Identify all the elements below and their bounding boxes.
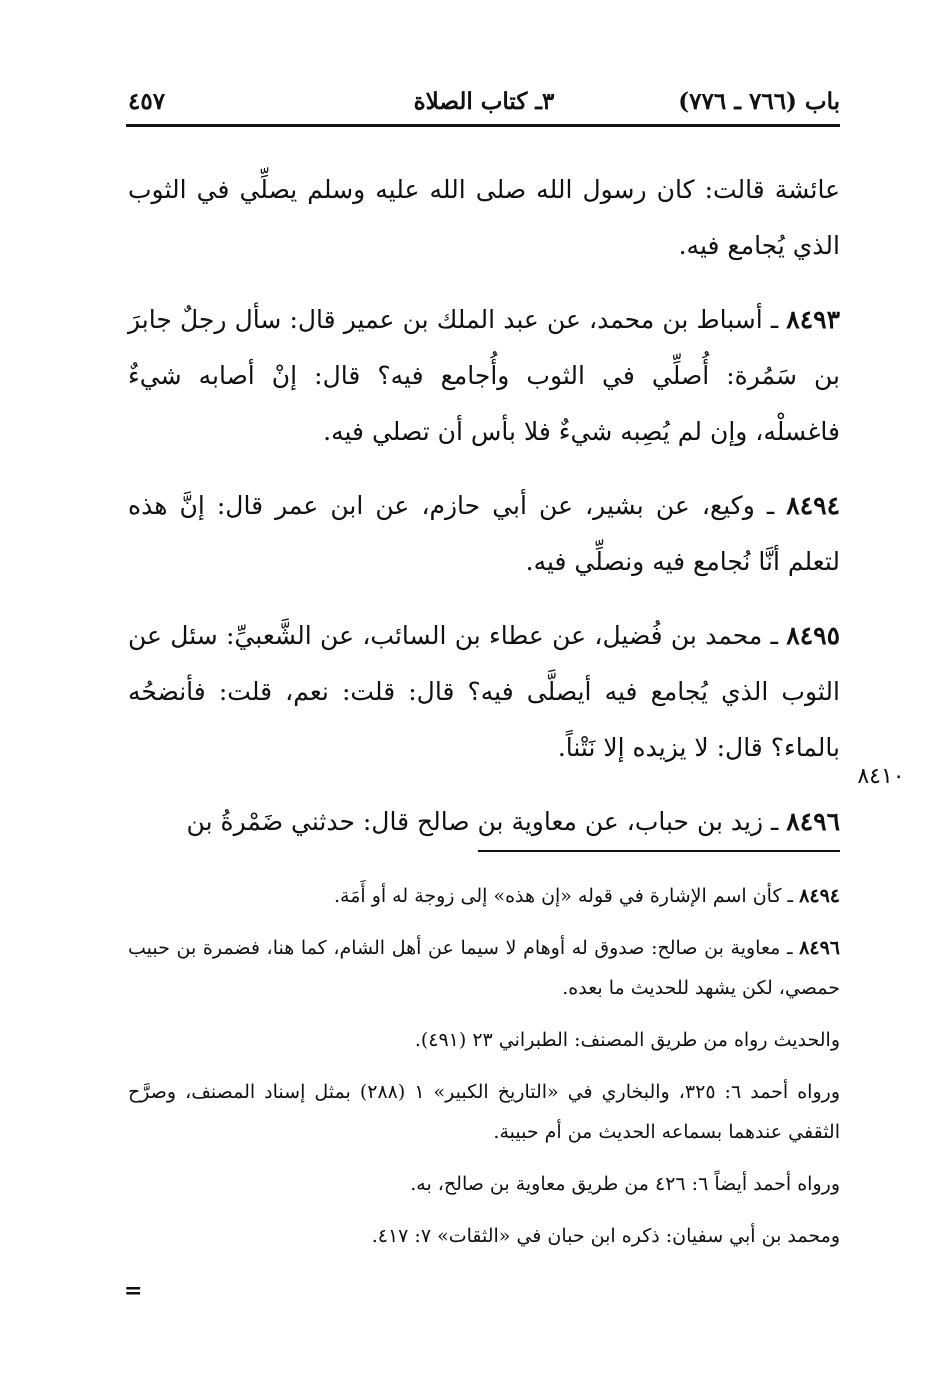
footnote (128, 1216, 840, 1256)
book-title: ٣ـ كتاب الصلاة (413, 87, 555, 115)
hadith-number: ٨٤٩٦ (786, 807, 840, 836)
paragraph-text: وكيع، عن بشير، عن أبي حازم، عن ابن عمر قال: إنَّ هذه لتعلم أنَّا نُجامع فيه ونصلِّي فيه. (128, 491, 840, 576)
margin-reference-number: ٨٤١٠ (857, 764, 905, 789)
hadith-paragraph: ٨٤٩٣ ـ أسباط بن محمد، عن عبد الملك بن عمير قال: سأل رجلٌ جابرَ بن سَمُرة: أُصلِّي في الثوب وأُجامع فيه؟ قال: إنْ أصابه شيءٌ فاغسلْه، وإن لم يُصِبه شيءٌ فلا بأس أن تصلي فيه. (128, 305, 841, 446)
hadith-paragraph: ٨٤٩٦ ـ زيد بن حباب، عن معاوية بن صالح قال: حدثني ضَمْرةُ بن (186, 807, 840, 836)
footnote-text: ورواه أحمد ٦: ٣٢٥، والبخاري في «التاريخ الكبير» ١ (٢٨٨) بمثل إسناد المصنف، وصرَّح الثقفي عندهما بسماعه الحديث من أم حبيبة. (128, 1081, 840, 1143)
footnote: ٨٤٩٦ ـ معاوية بن صالح: صدوق له أوهام لا سيما عن أهل الشام، كما هنا، فضمرة بن حبيب حمصي، لكن يشهد للحديث ما بعده. (128, 937, 840, 999)
footnote-text: والحديث رواه من طريق المصنف: الطبراني ٢٣ (٤٩١). (414, 1029, 840, 1051)
paragraph-text: عائشة قالت: كان رسول الله صلى الله عليه وسلم يصلِّي في الثوب الذي يُجامع فيه. (128, 175, 840, 260)
footnote (128, 1020, 840, 1060)
hadith-paragraph: ٨٤٩٤ ـ وكيع، عن بشير، عن أبي حازم، عن ابن عمر قال: إنَّ هذه لتعلم أنَّا نُجامع فيه ونصلِّي فيه. (128, 491, 841, 576)
footnotes (128, 876, 840, 1268)
hadith-number: ٨٤٩٤ (786, 491, 841, 520)
footnote: ٨٤٩٤ ـ كأن اسم الإشارة في قوله «إن هذه» إلى زوجة له أو أَمَة. (333, 885, 840, 907)
footnote-text: ومحمد بن أبي سفيان: ذكره ابن حبان في «الثقات» ٧: ٤١٧. (371, 1225, 840, 1247)
header-rule (126, 124, 840, 127)
hadith-paragraph: ٨٤٩٥ ـ محمد بن فُضيل، عن عطاء بن السائب، عن الشَّعبيِّ: سئل عن الثوب الذي يُجامع فيه أيصلَّى فيه؟ قال: قلت: نعم، قلت: فأنضحُه بالماء؟ قال: لا يزيده إلا نَتْناً. (128, 621, 840, 762)
continuation-mark: = (124, 1278, 143, 1304)
footnote-separator (478, 850, 840, 852)
footnote-text: معاوية بن صالح: صدوق له أوهام لا سيما عن أهل الشام، كما هنا، فضمرة بن حبيب حمصي، لكن يشهد للحديث ما بعده. (128, 937, 840, 999)
chapter-reference: باب (٧٦٦ ـ ٧٧٦) (678, 87, 840, 115)
hadith-number: ٨٤٩٥ (786, 621, 840, 650)
paragraph-text: زيد بن حباب، عن معاوية بن صالح قال: حدثني ضَمْرةُ بن (186, 807, 764, 836)
footnote (128, 1072, 840, 1152)
footnote-text: كأن اسم الإشارة في قوله «إن هذه» إلى زوجة له أو أَمَة. (333, 885, 782, 907)
footnote-number: ٨٤٩٤ (799, 885, 840, 907)
hadith-paragraph (128, 162, 840, 274)
paragraph-text: أسباط بن محمد، عن عبد الملك بن عمير قال: سأل رجلٌ جابرَ بن سَمُرة: أُصلِّي في الثوب وأُجامع فيه؟ قال: إنْ أصابه شيءٌ فاغسلْه، وإن لم يُصِبه شيءٌ فلا بأس أن تصلي فيه. (128, 305, 840, 446)
footnote (128, 1164, 840, 1204)
footnote-number: ٨٤٩٦ (799, 937, 840, 959)
footnote-text: ورواه أحمد أيضاً ٦: ٤٢٦ من طريق معاوية بن صالح، به. (410, 1173, 840, 1195)
hadith-number: ٨٤٩٣ (786, 305, 841, 334)
main-text (128, 162, 840, 868)
running-header (128, 84, 840, 118)
page-number: ٤٥٧ (128, 87, 166, 115)
paragraph-text: محمد بن فُضيل، عن عطاء بن السائب، عن الشَّعبيِّ: سئل عن الثوب الذي يُجامع فيه أيصلَّى فيه؟ قال: قلت: نعم، قلت: فأنضحُه بالماء؟ قال: لا يزيده إلا نَتْناً. (128, 621, 840, 762)
